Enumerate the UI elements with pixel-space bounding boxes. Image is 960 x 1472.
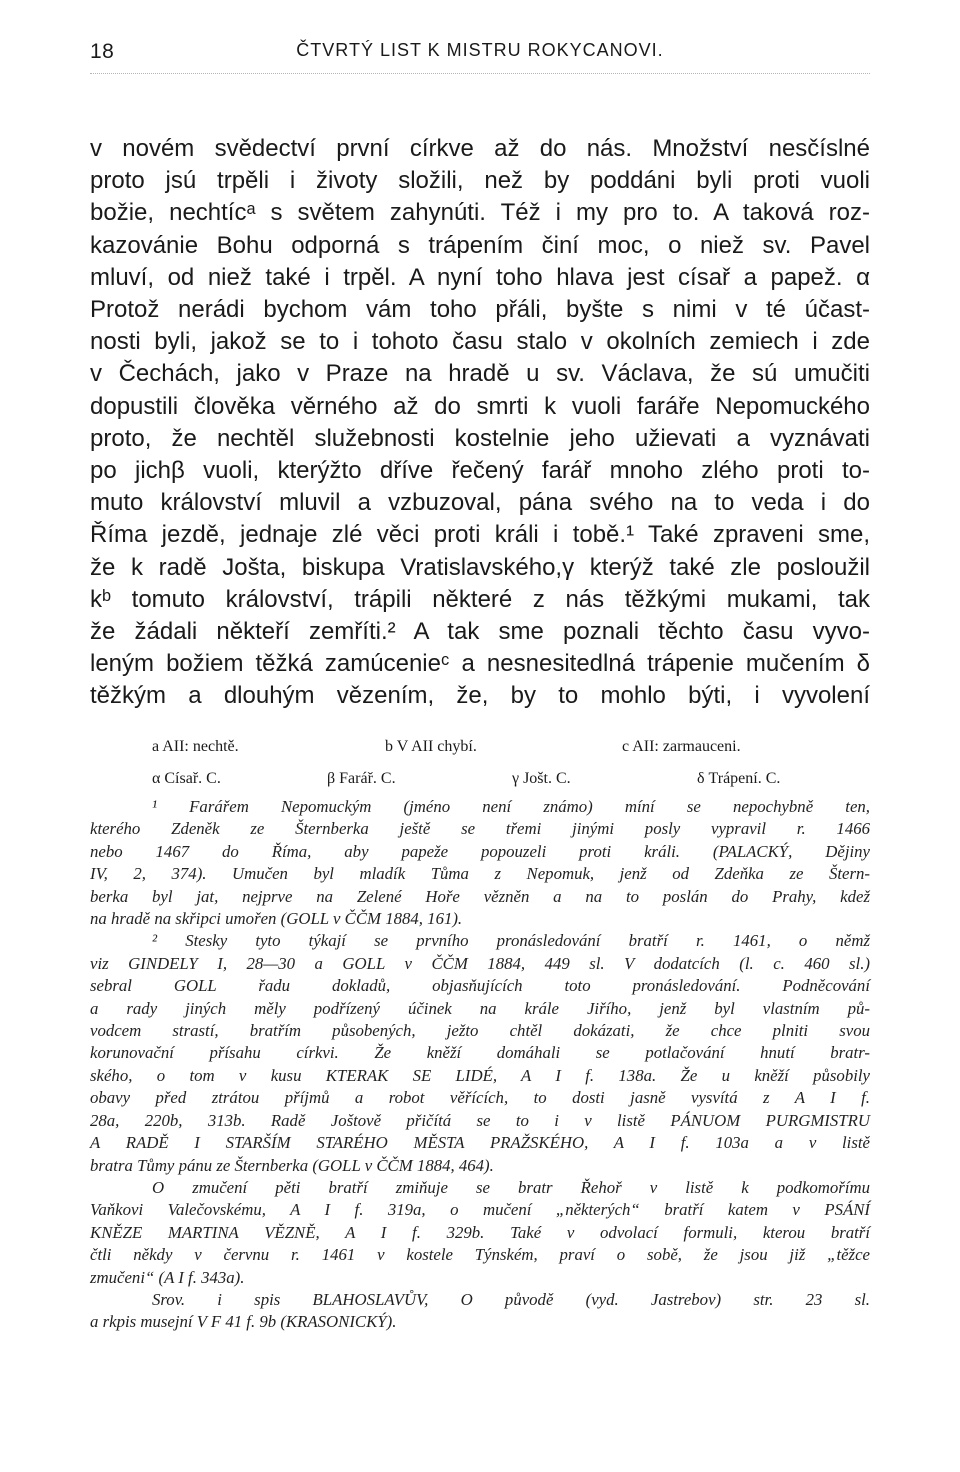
text-line: mluví, od niež také i trpěl. A nyní toho hlava jest císař a papež. α xyxy=(90,263,870,291)
apparatus-note-delta: δ Trápení. C. xyxy=(697,770,781,787)
footnote-line: ¹ Farářem Nepomuckým (jméno není známo) míní se nepochybně ten, xyxy=(152,797,870,816)
footnote-line: zmučeni“ (A I f. 343a). xyxy=(90,1267,245,1287)
text-line: božie, nechtícᵃ s světem zahynúti. Též i my pro to. A taková roz- xyxy=(90,199,870,227)
footnote-line: vodcem strastí, bratřím působených, ježto chtěl dokázati, že chce plniti svou xyxy=(90,1021,870,1041)
footnote-line: KNĚZE MARTINA VĚZNĚ, A I f. 329b. Také v odvolací formuli, kterou bratří xyxy=(90,1222,870,1242)
text-line: leným božiem těžká zamúcenieᶜ a nesnesitedlná trápenie mučením δ xyxy=(90,650,870,678)
footnote-line: 28a, 220b, 313b. Radě Joštově přičítá se to i v listě PÁNUOM PURGMISTRU xyxy=(90,1110,870,1130)
footnote-line: a rkpis musejní V F 41 f. 9b (KRASONICKÝ). xyxy=(90,1312,397,1332)
text-line: v Čechách, jako v Praze na hradě u sv. Václava, že sú umučiti xyxy=(90,360,870,388)
footnotes xyxy=(90,796,870,1334)
apparatus-note-a: a AII: nechtě. xyxy=(152,738,239,755)
main-text xyxy=(90,133,870,713)
page-number: 18 xyxy=(90,40,115,63)
apparatus-note-alpha: α Císař. C. xyxy=(152,770,221,787)
footnote-line: čtli někdy v červnu r. 1461 v kostele Týnském, praví o sobě, že jsou již „těžce xyxy=(90,1245,870,1265)
footnote-line: kterého Zdeněk ze Šternberka ještě se třemi jinými posly vypravil r. 1466 xyxy=(90,819,870,839)
text-line: kᵇ tomuto království, trápili některé z nás těžkými mukami, tak xyxy=(90,585,870,613)
footnote-line: sebral GOLL řadu dokladů, objasňujících toto pronásledování. Podněcování xyxy=(90,976,870,996)
text-line: proto jsú trpěli i životy složili, než by poddáni byli proti vuoli xyxy=(90,167,870,195)
apparatus-note-c: c AII: zarmauceni. xyxy=(622,738,741,755)
footnote-line: korunovační přísahu církvi. Že kněží domáhali se potlačování hnutí bratr- xyxy=(90,1043,870,1063)
running-title: ČTVRTÝ LIST K MISTRU ROKYCANOVI. xyxy=(296,40,664,60)
apparatus-note-beta: β Farář. C. xyxy=(327,770,396,787)
text-line: těžkým a dlouhým vězením, že, by to mohlo býti, i vyvolení xyxy=(90,682,870,710)
footnote-line: Vaňkovi Valečovskému, A I f. 319a, o mučení „některých“ bratří katem v PSÁNÍ xyxy=(90,1200,870,1220)
footnote-line: ského, o tom v kusu KTERAK SE LIDÉ, A I f. 138a. Že u kněží působily xyxy=(90,1065,870,1085)
text-line: nosti byli, jakož se to i tohoto času stalo v okolních zemiech i zde xyxy=(90,328,870,356)
text-line: proto, že nechtěl služebnosti kostelnie jeho užievati a vyznávati xyxy=(90,424,870,452)
footnote-line: berka byl jat, nejprve na Zelené Hoře vězněn a na to poslán do Prahy, kdež xyxy=(90,886,870,906)
footnote-line: IV, 2, 374). Umučen byl mladík Tůma z Nepomuk, jenž od Zdeňka ze Štern- xyxy=(90,864,870,884)
apparatus-note-gamma: γ Jošt. C. xyxy=(512,770,571,787)
footnote-line: ² Stesky tyto týkají se prvního pronásledování bratří r. 1461, o němž xyxy=(152,931,870,951)
footnote-line: obavy před ztrátou příjmů a robot věřících, to dosti jasně vysvítá z A I f. xyxy=(90,1088,870,1108)
apparatus-note-b: b V AII chybí. xyxy=(385,738,477,755)
footnote-line: bratra Tůmy pánu ze Šternberka (GOLL v ČČM 1884, 464). xyxy=(90,1155,494,1175)
footnote-line: a rady jiných měly podřízený účinek na krále Jiřího, jenž byl vlastním pů- xyxy=(90,998,870,1018)
text-line: Protož nerádi bychom vám toho přáli, byšte s nimi v té účast- xyxy=(90,296,870,324)
footnote-line: nebo 1467 do Říma, aby papeže popouzeli proti králi. (PALACKÝ, Dějiny xyxy=(90,841,870,861)
footnote-line: viz GINDELY I, 28—30 a GOLL v ČČM 1884, 449 sl. V dodatcích (l. c. 460 sl.) xyxy=(90,953,870,973)
text-line: že k radě Jošta, biskupa Vratislavského,γ kterýž také zle posloužil xyxy=(90,553,870,581)
text-line: muto království mluvil a vzbuzoval, pána svého na to veda i do xyxy=(90,489,870,517)
header-rule xyxy=(90,73,870,74)
footnote-line: A RADĚ I STARŠÍM STARÉHO MĚSTA PRAŽSKÉHO, A I f. 103a a v listě xyxy=(90,1133,870,1153)
text-line: dopustili člověka věrného až do smrti k vuoli faráře Nepomuckého xyxy=(90,392,870,420)
footnote-line: Srov. i spis BLAHOSLAVŮV, O původě (vyd. Jastrebov) str. 23 sl. xyxy=(152,1289,870,1309)
text-line: v novém svědectví první církve až do nás. Množství nesčíslné xyxy=(90,135,870,162)
footnote-line: O zmučení pěti bratří zmiňuje se bratr Řehoř v listě k podkomořímu xyxy=(152,1177,870,1197)
page-header xyxy=(90,40,870,80)
text-line: že žádali někteří zemříti.² A tak sme poznali těchto času vyvo- xyxy=(90,618,870,646)
text-line: Říma jezdě, jednaje zlé věci proti králi i tobě.¹ Také zpraveni sme, xyxy=(90,521,870,549)
footnote-line: na hradě na skřipci umořen (GOLL v ČČM 1884, 161). xyxy=(90,909,463,929)
text-line: po jichβ vuoli, kterýžto dříve řečený farář mnoho zlého proti to- xyxy=(90,457,870,485)
text-line: kazovánie Bohu odporná s trápením činí moc, o niež sv. Pavel xyxy=(90,231,870,259)
